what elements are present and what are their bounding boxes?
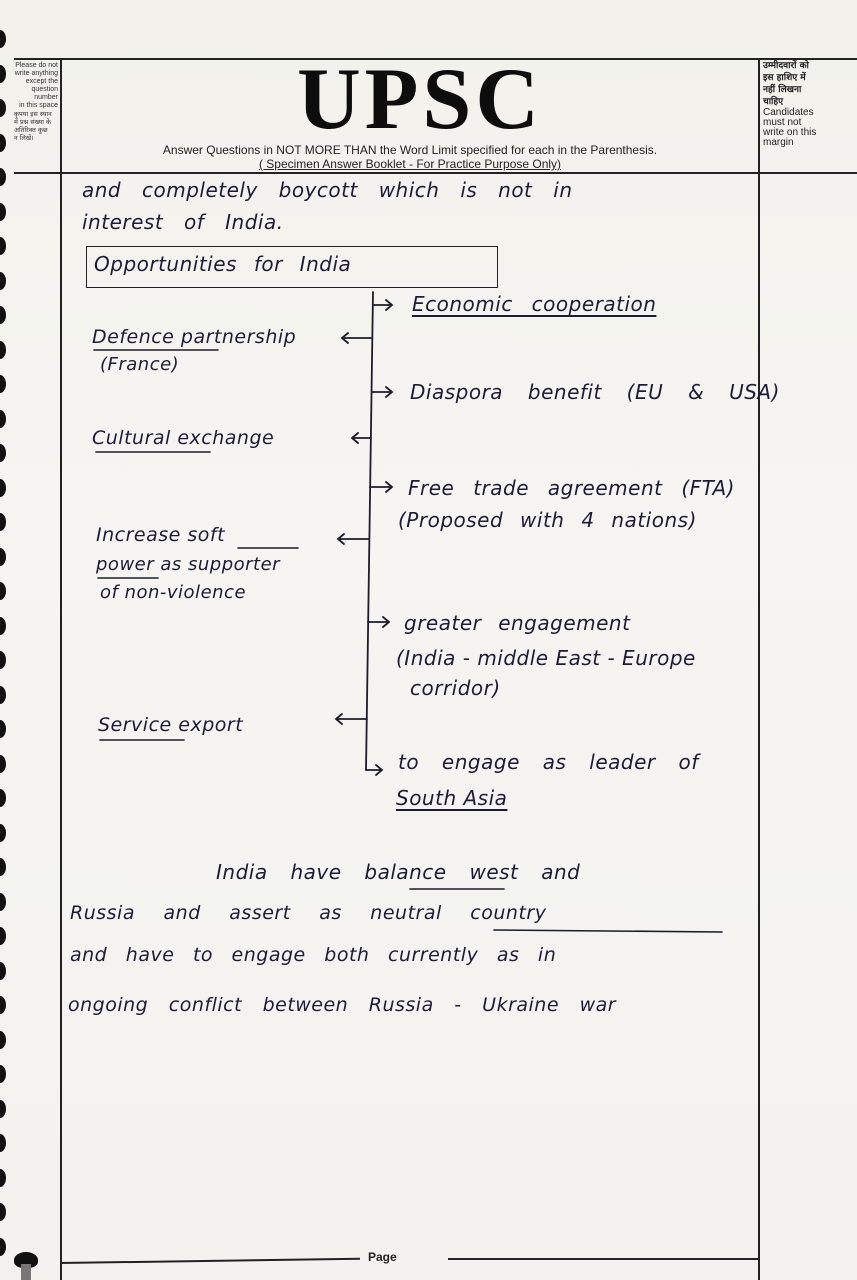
note-line: write on this <box>763 127 817 138</box>
opportunity-right: Diaspora benefit (EU & USA) <box>410 380 780 404</box>
note-line-hindi: में प्रश्न संख्या के <box>14 118 52 126</box>
opportunity-left: Increase soft <box>96 524 226 546</box>
opportunity-left-detail: (France) <box>100 354 180 375</box>
opportunity-right-detail: (Proposed with 4 nations) <box>398 508 697 532</box>
intro-line: interest of India. <box>82 210 284 234</box>
opportunity-left: Cultural exchange <box>92 427 275 449</box>
conclusion-line: ongoing conflict between Russia - Ukraine war <box>68 994 617 1016</box>
opportunity-right-detail: corridor) <box>410 676 501 700</box>
opportunity-right: to engage as leader of <box>398 750 699 774</box>
underline-neutral <box>494 930 722 932</box>
opportunity-right: Free trade agreement (FTA) <box>408 476 735 500</box>
opportunity-right: greater engagement <box>404 611 631 635</box>
note-line: Please do not <box>15 62 58 69</box>
note-line: must not <box>763 117 802 128</box>
note-line: question number <box>31 86 58 101</box>
opportunity-left-detail: of non-violence <box>100 582 247 603</box>
opportunity-left: Defence partnership <box>92 326 297 348</box>
note-line-hindi: चाहिए <box>763 97 784 107</box>
page-label: Page <box>368 1250 397 1264</box>
note-line-hindi: न लिखें। <box>14 134 34 142</box>
footer-rule-right <box>448 1258 758 1260</box>
note-line: margin <box>763 137 794 148</box>
intro-line: and completely boycott which is not in <box>82 178 573 202</box>
opportunity-left-detail: power as supporter <box>96 554 281 575</box>
opportunity-right-detail: South Asia <box>396 786 508 810</box>
note-line-hindi: इस हाशिए में <box>763 73 806 83</box>
instruction-text: Answer Questions in NOT MORE THAN the Word Limit specified for each in the Parenthesis. <box>162 143 658 157</box>
note-line-hindi: नहीं लिखना <box>763 85 802 95</box>
specimen-subtitle: ( Specimen Answer Booklet - For Practice Purpose Only) <box>258 157 562 171</box>
section-heading: Opportunities for India <box>94 252 352 276</box>
opportunity-left: Service export <box>98 714 244 736</box>
opportunity-text: Economic cooperation <box>412 292 657 316</box>
note-line-hindi: कृपया इस स्थान <box>14 110 52 118</box>
note-line-hindi: उम्मीदवारों को <box>763 61 809 71</box>
note-line: write anything <box>14 70 58 77</box>
note-line: except the <box>25 78 58 85</box>
conclusion-line: Russia and assert as neutral country <box>70 902 547 924</box>
opportunity-right-detail: (India - middle East - Europe <box>396 646 696 670</box>
note-line: in this space <box>19 102 58 109</box>
note-line: Candidates <box>763 107 814 118</box>
tree-stamp-stem <box>21 1264 31 1280</box>
conclusion-line: India have balance west and <box>216 860 581 884</box>
note-line-hindi: अतिरिक्त कुछ <box>14 126 48 134</box>
conclusion-line: and have to engage both currently as in <box>70 944 557 966</box>
upsc-logo: UPSC <box>297 51 543 148</box>
